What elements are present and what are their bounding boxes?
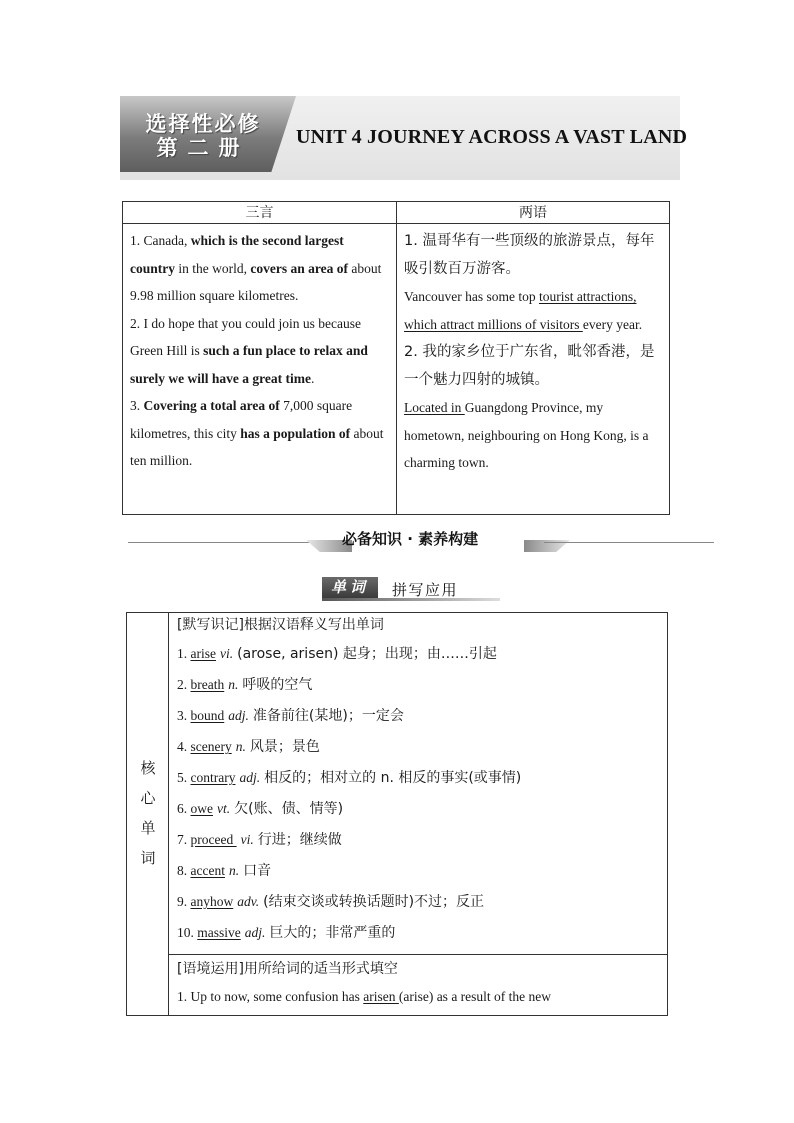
sentence-text: Guangdong Province, my hometown, neighbouring on Hong Kong, is a charming town. [404, 400, 649, 470]
vocab-side-cell [127, 613, 169, 1015]
vocab-item [177, 736, 521, 767]
vocab-definition: (结束交谈或转换话题时)不过；反正 [263, 894, 485, 910]
vocab-part-of-speech: vt. [217, 801, 231, 816]
exercise-text: 1. Up to now, some confusion has [177, 989, 364, 1004]
vocab-item [177, 798, 521, 829]
vocab-word: anyhow [190, 894, 234, 909]
vocab-word: arise [190, 646, 216, 661]
vocab-part-of-speech: n. [228, 863, 240, 878]
vocab-item-number: 3. [177, 708, 191, 723]
vocab-word: proceed [190, 832, 237, 847]
vocab-part-of-speech: vi. [240, 832, 254, 847]
sentence-text: every year. [582, 316, 643, 332]
vocab-word: scenery [190, 739, 232, 754]
vocab-item-number: 5. [177, 770, 191, 785]
sentence-text: about ten million. [130, 425, 384, 468]
phrase-column-left [130, 227, 392, 475]
vocab-word: accent [190, 863, 225, 878]
key-phrase: has a population of [240, 425, 351, 441]
sentence-text: about 9.98 million square kilometres. [130, 260, 382, 303]
vocab-definition: 巨大的；非常严重的 [269, 925, 396, 941]
phrase-table [122, 201, 670, 515]
sentence-text: . [310, 370, 315, 386]
vocab-item-number: 1. [177, 646, 191, 661]
answer-blank: tourist attractions, which attract millions of visitors [404, 289, 637, 332]
word-subtitle: 拼写应用 [392, 581, 459, 599]
vocab-table [126, 612, 668, 1016]
vocab-definition: 口音 [243, 863, 272, 879]
section-title: 必备知识 · 素养构建 [342, 530, 479, 548]
divider-line-right [544, 542, 714, 543]
phrase-table-header-right: 两语 [397, 202, 669, 224]
vocab-item [177, 922, 521, 953]
exercise-answer: arisen [363, 989, 399, 1004]
phrase-sentence-1 [130, 227, 392, 310]
vocab-part-of-speech: adj. [239, 770, 261, 785]
vocab-part-of-speech: adv. [237, 894, 260, 909]
vocab-item-number: 8. [177, 863, 191, 878]
vocab-separator [169, 954, 667, 955]
phrase-column-right [404, 227, 666, 477]
vocab-definition: (arose, arisen) 起身；出现；由……引起 [237, 646, 497, 662]
vocab-item-number: 4. [177, 739, 191, 754]
context-instruction: [语境运用]用所给词的适当形式填空 [177, 961, 398, 977]
vocab-item [177, 860, 521, 891]
vocab-part-of-speech: n. [235, 739, 246, 754]
sentence-text: 2. I do hope that you could join us because Green Hill is [130, 315, 361, 358]
vocab-part-of-speech: adj. [228, 708, 249, 723]
phrase-table-header-left: 三言 [123, 202, 397, 224]
vocab-list [177, 643, 521, 953]
vocab-item [177, 767, 521, 798]
english-sentence-1 [404, 283, 666, 338]
vocab-side-label: 核心单词 [140, 759, 156, 867]
divider-line-left [128, 542, 320, 543]
vocab-part-of-speech: vi. [219, 646, 234, 661]
vocab-definition: 呼吸的空气 [242, 677, 313, 693]
vocab-item [177, 643, 521, 674]
book-tab-line1: 选择性必修 [145, 112, 261, 136]
vocab-word: owe [190, 801, 213, 816]
vocab-item [177, 705, 521, 736]
vocab-word: bound [190, 708, 225, 723]
chinese-sentence-1: 1. 温哥华有一些顶级的旅游景点，每年吸引数百万游客。 [404, 233, 655, 277]
context-exercise-1 [177, 989, 551, 1005]
vocab-item-number: 9. [177, 894, 191, 909]
unit-title: UNIT 4 JOURNEY ACROSS A VAST LAND [296, 126, 688, 148]
english-sentence-2 [404, 394, 666, 477]
vocab-item-number: 7. [177, 832, 191, 847]
chinese-sentence-2: 2. 我的家乡位于广东省，毗邻香港，是一个魅力四射的城镇。 [404, 344, 655, 388]
sentence-text: Vancouver has some top [404, 289, 539, 304]
vocab-word: breath [190, 677, 225, 692]
vocab-item [177, 674, 521, 705]
vocab-word: massive [197, 925, 241, 940]
sentence-text: 7,000 square kilometres, this city [130, 398, 353, 441]
phrase-sentence-3 [130, 392, 392, 475]
key-phrase: which is the second largest country [130, 233, 344, 276]
vocab-definition: 相反的；相对立的 n. 相反的事实(或事情) [264, 770, 522, 786]
column-divider [396, 224, 397, 514]
vocab-definition: 风景；景色 [249, 739, 320, 755]
vocab-item [177, 891, 521, 922]
vocab-item-number: 6. [177, 801, 191, 816]
vocab-definition: 准备前往(某地)；一定会 [252, 708, 404, 724]
phrase-sentence-2 [130, 310, 392, 393]
answer-blank: Located in [404, 400, 465, 415]
vocab-part-of-speech: adj. [244, 925, 266, 940]
vocab-definition: 欠(账、债、情等) [234, 801, 344, 817]
vocab-definition: 行进；继续做 [257, 832, 342, 848]
vocab-item-number: 10. [177, 925, 198, 940]
key-phrase: covers an area of [250, 260, 348, 276]
key-phrase: Covering a total area of [143, 398, 280, 413]
sentence-text: 3. [130, 398, 144, 413]
vocab-item-number: 2. [177, 677, 191, 692]
book-tab-line2: 第二册 [156, 136, 250, 160]
book-tab-label [128, 112, 278, 160]
exercise-text: (arise) as a result of the new [398, 989, 552, 1004]
sentence-text: in the world, [175, 260, 251, 276]
vocab-item [177, 829, 521, 860]
vocab-word: contrary [190, 770, 236, 785]
vocab-part-of-speech: n. [228, 677, 239, 692]
vocab-instruction: [默写识记]根据汉语释义写出单词 [177, 617, 384, 633]
sentence-text: 1. Canada, [130, 233, 191, 248]
key-phrase: such a fun place to relax and surely we will have a great time [130, 343, 368, 386]
word-badge: 单词 [322, 577, 378, 598]
